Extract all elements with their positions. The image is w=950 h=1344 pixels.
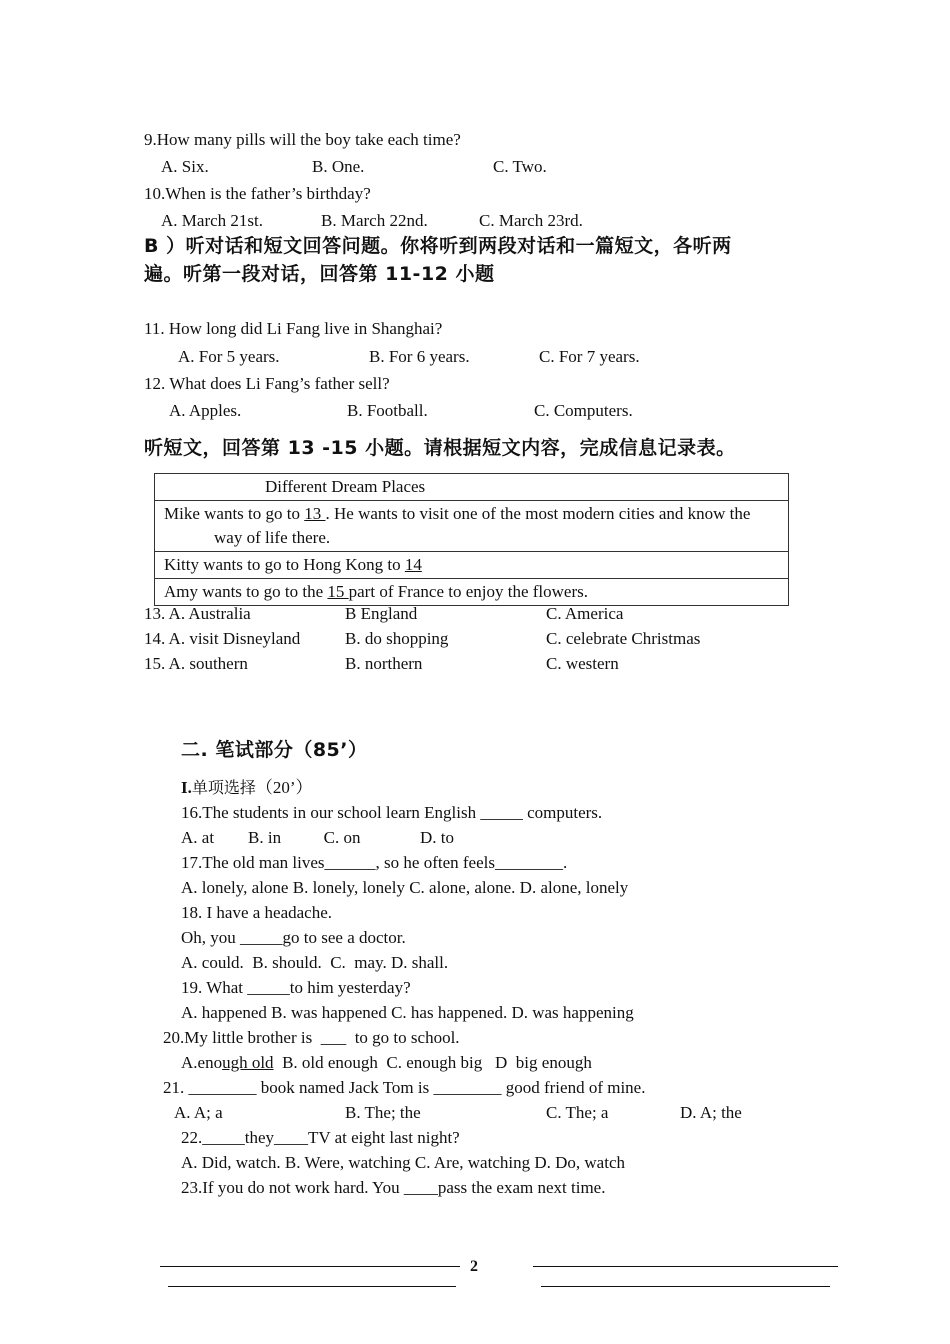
q10-option-c: C. March 23rd. (479, 211, 583, 230)
q13-option-a: 13. A. Australia (144, 604, 251, 623)
q11-option-c: C. For 7 years. (539, 347, 640, 366)
q15-option-a: 15. A. southern (144, 654, 248, 673)
mike-text-post: . He wants to visit one of the most modern cities and know the way of life there. (214, 504, 751, 547)
footer-rule-right-bottom (541, 1286, 830, 1287)
section-b-instruction-line1: B ）听对话和短文回答问题。你将听到两段对话和一篇短文，各听两 (144, 235, 732, 257)
blank-14: 14 (404, 555, 422, 574)
q21-option-a: A. A; a (174, 1103, 223, 1122)
q20-option-a-pre: A.eno (181, 1053, 223, 1072)
q14-option-c: C. celebrate Christmas (546, 629, 701, 648)
q13-option-c: C. America (546, 604, 624, 623)
question-9: 9.How many pills will the boy take each time? (144, 130, 461, 149)
question-23: 23.If you do not work hard. You ____pass the exam next time. (181, 1178, 606, 1197)
q12-option-b: B. Football. (347, 401, 428, 420)
q22-options: A. Did, watch. B. Were, watching C. Are, watching D. Do, watch (181, 1153, 625, 1172)
q14-option-a: 14. A. visit Disneyland (144, 629, 301, 648)
q20-options-rest: B. old enough C. enough big D big enough (273, 1053, 592, 1072)
footer-rule-left-top (160, 1266, 460, 1267)
question-22: 22._____they____TV at eight last night? (181, 1128, 460, 1147)
question-21: 21. ________ book named Jack Tom is ________ good friend of mine. (163, 1078, 646, 1097)
section-1-roman: I. (181, 778, 192, 797)
question-12: 12. What does Li Fang’s father sell? (144, 374, 390, 393)
question-18-b: Oh, you _____go to see a doctor. (181, 928, 406, 947)
q14-option-b: B. do shopping (345, 629, 449, 648)
table-header: Different Dream Places (155, 474, 789, 501)
q21-option-b: B. The; the (345, 1103, 421, 1122)
question-20: 20.My little brother is ___ to go to school. (163, 1028, 460, 1047)
section-1-heading (181, 777, 313, 799)
q15-option-c: C. western (546, 654, 619, 673)
question-10: 10.When is the father’s birthday? (144, 184, 371, 203)
q20-options (181, 1052, 592, 1074)
q12-option-c: C. Computers. (534, 401, 633, 420)
passage-instruction: 听短文，回答第 13 -15 小题。请根据短文内容，完成信息记录表。 (144, 437, 736, 459)
dream-places-table (154, 473, 789, 606)
q13-option-b: B England (345, 604, 418, 623)
q11-option-a: A. For 5 years. (178, 347, 280, 366)
section-1-score: （20’） (255, 778, 313, 797)
section-1-label: 单项选择 (191, 778, 256, 797)
q18-options: A. could. B. should. C. may. D. shall. (181, 953, 449, 972)
footer-rule-left-bottom (168, 1286, 456, 1287)
table-row-mike (155, 501, 789, 552)
q9-option-b: B. One. (312, 157, 365, 176)
q20-option-a-underlined: ugh old (222, 1053, 274, 1072)
written-section-title: 二. 笔试部分（85’） (181, 739, 368, 761)
q21-option-d: D. A; the (680, 1103, 742, 1122)
q19-options: A. happened B. was happened C. has happened. D. was happening (181, 1003, 634, 1022)
question-19: 19. What _____to him yesterday? (181, 978, 411, 997)
footer-rule-right-top (533, 1266, 838, 1267)
q9-option-a: A. Six. (161, 157, 209, 176)
amy-text-post: part of France to enjoy the flowers. (348, 582, 588, 601)
question-17: 17.The old man lives______, so he often feels________. (181, 853, 568, 872)
q21-option-c: C. The; a (546, 1103, 609, 1122)
kitty-text-pre: Kitty wants to go to Hong Kong to (164, 555, 405, 574)
table-row-amy (155, 579, 789, 606)
q17-options: A. lonely, alone B. lonely, lonely C. alone, alone. D. alone, lonely (181, 878, 629, 897)
question-11: 11. How long did Li Fang live in Shanghai? (144, 319, 443, 338)
q11-option-b: B. For 6 years. (369, 347, 470, 366)
blank-13: 13 (304, 504, 326, 523)
q16-options: A. at B. in C. on D. to (181, 828, 454, 847)
mike-text-pre: Mike wants to go to (164, 504, 305, 523)
blank-15: 15 (327, 582, 349, 601)
section-b-instruction-line2: 遍。听第一段对话，回答第 11-12 小题 (144, 263, 495, 285)
q15-option-b: B. northern (345, 654, 423, 673)
q9-option-c: C. Two. (493, 157, 547, 176)
q10-option-b: B. March 22nd. (321, 211, 428, 230)
q10-option-a: A. March 21st. (161, 211, 263, 230)
amy-text-pre: Amy wants to go to the (164, 582, 328, 601)
page-number: 2 (470, 1258, 478, 1275)
question-18: 18. I have a headache. (181, 903, 333, 922)
q12-option-a: A. Apples. (169, 401, 242, 420)
table-row-kitty (155, 552, 789, 579)
question-16: 16.The students in our school learn English _____ computers. (181, 803, 603, 822)
